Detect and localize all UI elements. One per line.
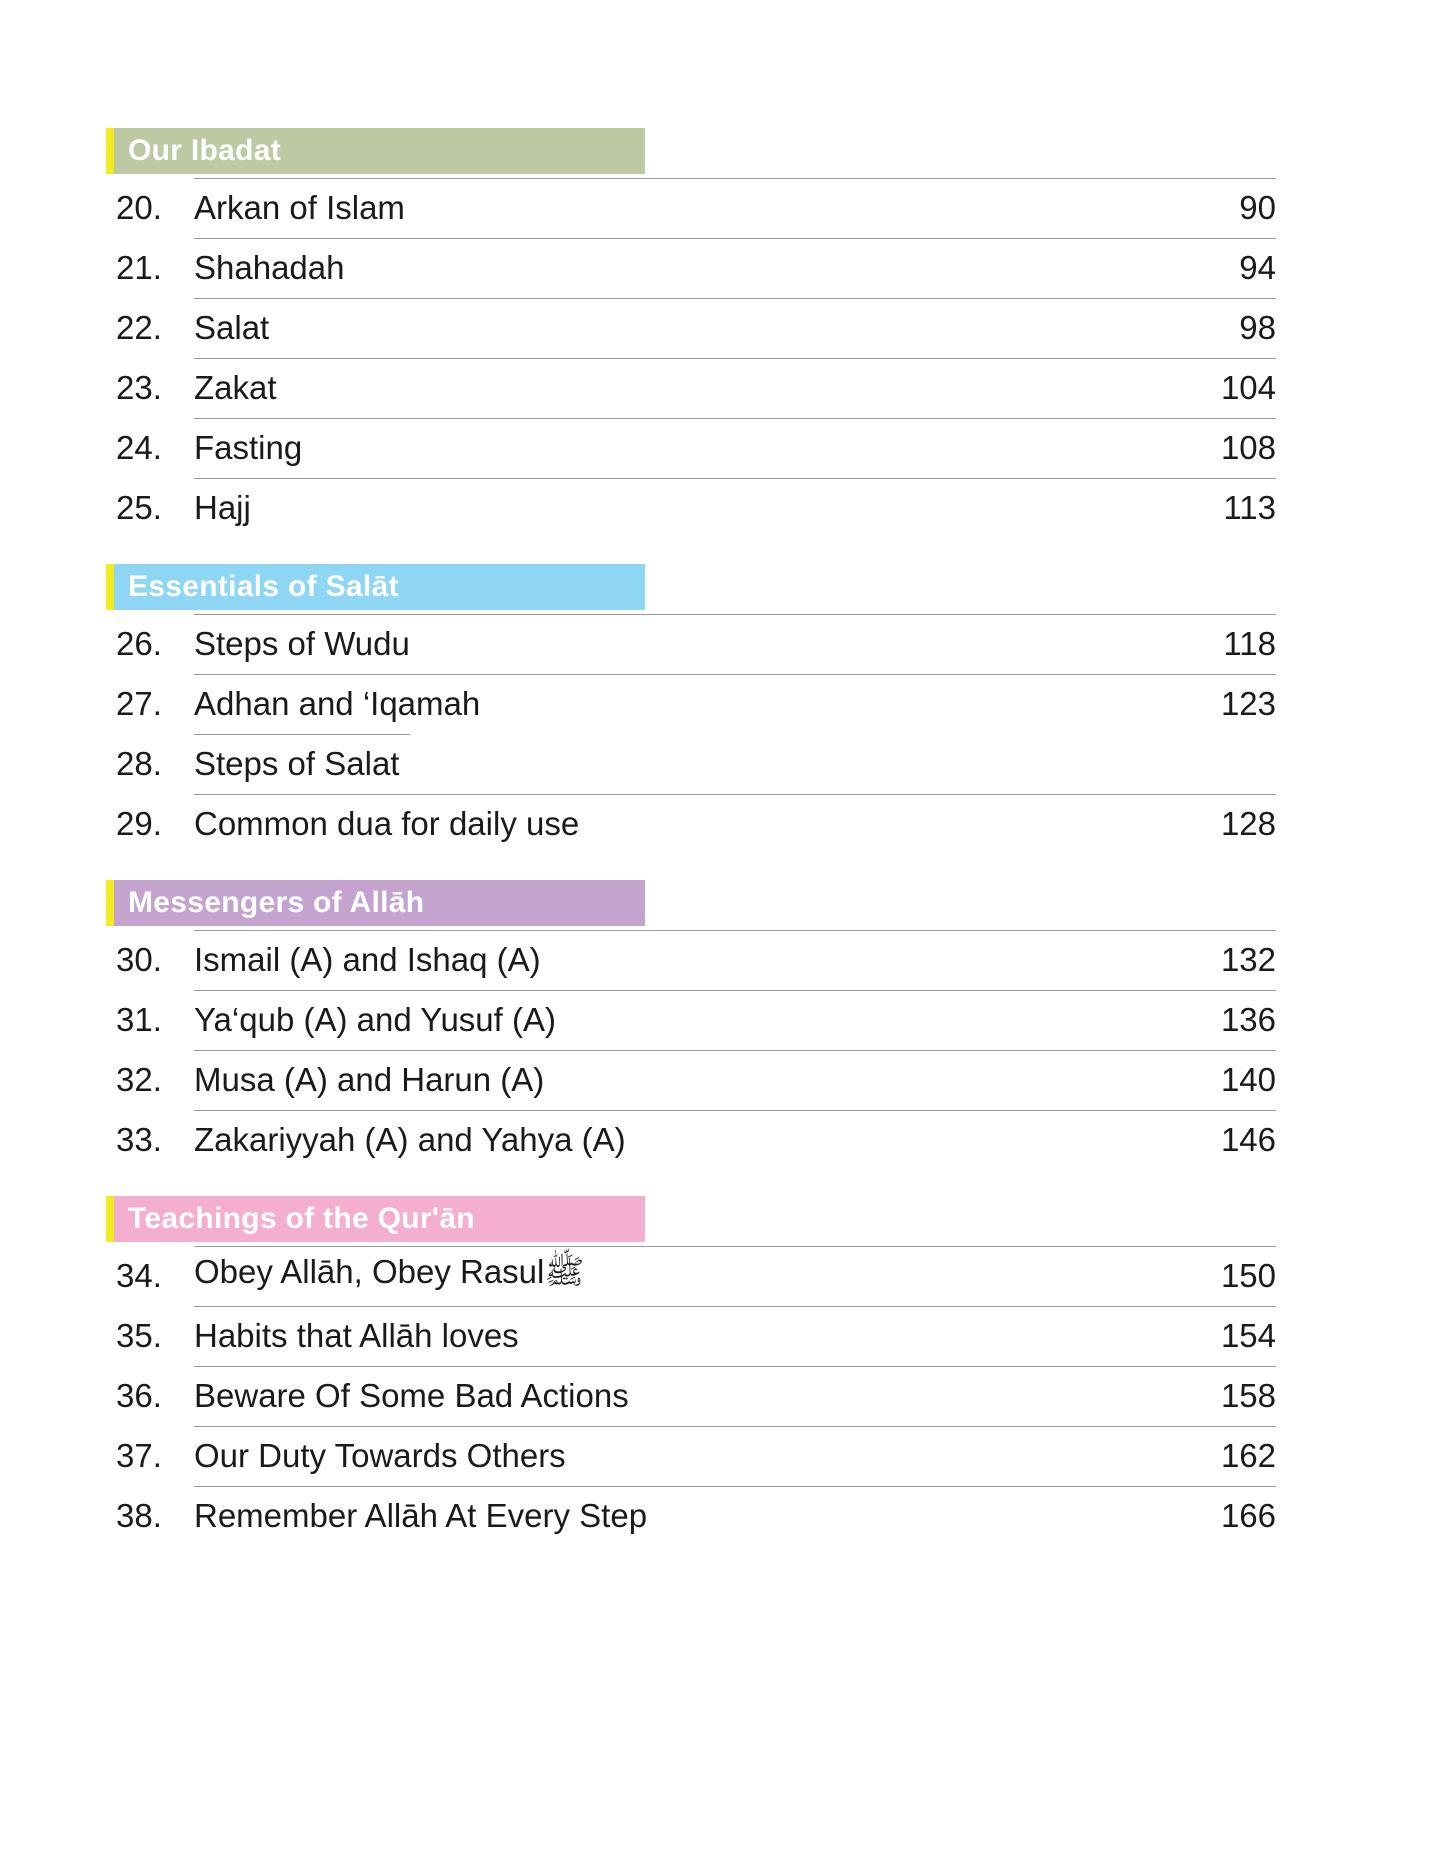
entry-number: 30. bbox=[116, 941, 162, 978]
toc-entry[interactable] bbox=[106, 1422, 1276, 1482]
entry-page: 98 bbox=[1239, 309, 1276, 346]
toc-entry[interactable] bbox=[106, 474, 1276, 534]
entry-page: 162 bbox=[1220, 1437, 1276, 1474]
section-header bbox=[106, 564, 645, 610]
entry-title: Beware Of Some Bad Actions bbox=[194, 1377, 629, 1414]
entry-number: 24. bbox=[116, 429, 162, 466]
entry-number: 25. bbox=[116, 489, 162, 526]
section-our-ibadat bbox=[106, 128, 1276, 534]
entry-title: Musa (A) and Harun (A) bbox=[194, 1061, 545, 1098]
entry-page: 136 bbox=[1220, 1001, 1276, 1038]
entry-page: 94 bbox=[1239, 249, 1276, 286]
toc-entry[interactable] bbox=[106, 986, 1276, 1046]
entry-number: 21. bbox=[116, 249, 162, 286]
entry-title: Arkan of Islam bbox=[194, 189, 405, 226]
entry-title: Salat bbox=[194, 309, 270, 346]
entry-number: 26. bbox=[116, 625, 162, 662]
toc-entry[interactable] bbox=[106, 1242, 1276, 1302]
entry-number: 22. bbox=[116, 309, 162, 346]
entry-title: Common dua for daily use bbox=[194, 805, 580, 842]
toc-entry[interactable] bbox=[106, 414, 1276, 474]
section-title: Messengers of Allāh bbox=[128, 886, 425, 919]
entry-title: Remember Allāh At Every Step bbox=[194, 1497, 648, 1534]
section-messengers-of-allah bbox=[106, 880, 1276, 1166]
toc-entry[interactable] bbox=[106, 610, 1276, 670]
entry-number: 33. bbox=[116, 1121, 162, 1158]
entry-number: 34. bbox=[116, 1257, 162, 1294]
entry-title: Zakat bbox=[194, 369, 277, 406]
entry-title: Obey Allāh, Obey Rasulﷺ bbox=[194, 1253, 585, 1290]
entry-page: 118 bbox=[1223, 625, 1276, 662]
toc-entry[interactable] bbox=[106, 730, 1276, 790]
entry-title: Habits that Allāh loves bbox=[194, 1317, 519, 1354]
entry-title: Ismail (A) and Ishaq (A) bbox=[194, 941, 541, 978]
toc-entry[interactable] bbox=[106, 294, 1276, 354]
section-title: Teachings of the Qur'ān bbox=[128, 1202, 475, 1235]
toc-entry[interactable] bbox=[106, 234, 1276, 294]
section-header bbox=[106, 128, 645, 174]
entry-number: 37. bbox=[116, 1437, 162, 1474]
entry-number: 29. bbox=[116, 805, 162, 842]
toc-entry[interactable] bbox=[106, 354, 1276, 414]
section-header bbox=[106, 880, 645, 926]
entry-number: 28. bbox=[116, 745, 162, 782]
entry-number: 32. bbox=[116, 1061, 162, 1098]
entry-page: 128 bbox=[1220, 805, 1276, 842]
entry-page: 158 bbox=[1220, 1377, 1276, 1414]
section-essentials-of-salat bbox=[106, 564, 1276, 850]
toc-entry[interactable] bbox=[106, 926, 1276, 986]
entry-title: Adhan and ‘Iqamah bbox=[194, 685, 481, 722]
entry-number: 23. bbox=[116, 369, 162, 406]
toc-entry[interactable] bbox=[106, 670, 1276, 730]
entry-page: 108 bbox=[1220, 429, 1276, 466]
section-header bbox=[106, 1196, 645, 1242]
toc-entry[interactable] bbox=[106, 790, 1276, 850]
entry-page: 154 bbox=[1220, 1317, 1276, 1354]
entry-title: Ya‘qub (A) and Yusuf (A) bbox=[194, 1001, 556, 1038]
section-teachings-of-the-quran bbox=[106, 1196, 1276, 1542]
entry-number: 35. bbox=[116, 1317, 162, 1354]
entry-page bbox=[1216, 756, 1276, 764]
entry-number: 36. bbox=[116, 1377, 162, 1414]
toc-entry[interactable] bbox=[106, 1302, 1276, 1362]
entry-title: Our Duty Towards Others bbox=[194, 1437, 566, 1474]
toc-entry[interactable] bbox=[106, 1046, 1276, 1106]
entry-page: 90 bbox=[1239, 189, 1276, 226]
entry-title: Shahadah bbox=[194, 249, 345, 286]
entry-page: 132 bbox=[1220, 941, 1276, 978]
entry-number: 27. bbox=[116, 685, 162, 722]
toc-entry[interactable] bbox=[106, 174, 1276, 234]
entry-page: 146 bbox=[1220, 1121, 1276, 1158]
entry-page: 166 bbox=[1220, 1497, 1276, 1534]
toc-entry[interactable] bbox=[106, 1106, 1276, 1166]
section-title: Our Ibadat bbox=[128, 134, 282, 167]
entry-number: 31. bbox=[116, 1001, 162, 1038]
table-of-contents bbox=[106, 128, 1276, 1542]
entry-page: 150 bbox=[1220, 1257, 1276, 1294]
entry-number: 38. bbox=[116, 1497, 162, 1534]
entry-title: Fasting bbox=[194, 429, 303, 466]
entry-title: Hajj bbox=[194, 489, 251, 526]
toc-entry[interactable] bbox=[106, 1482, 1276, 1542]
entry-page: 123 bbox=[1220, 685, 1276, 722]
entry-title: Steps of Wudu bbox=[194, 625, 410, 662]
entry-page: 104 bbox=[1220, 369, 1276, 406]
section-title: Essentials of Salāt bbox=[128, 570, 399, 603]
entry-page: 113 bbox=[1223, 489, 1276, 526]
entry-title: Steps of Salat bbox=[194, 745, 400, 782]
entry-page: 140 bbox=[1220, 1061, 1276, 1098]
toc-entry[interactable] bbox=[106, 1362, 1276, 1422]
entry-title: Zakariyyah (A) and Yahya (A) bbox=[194, 1121, 626, 1158]
entry-number: 20. bbox=[116, 189, 162, 226]
